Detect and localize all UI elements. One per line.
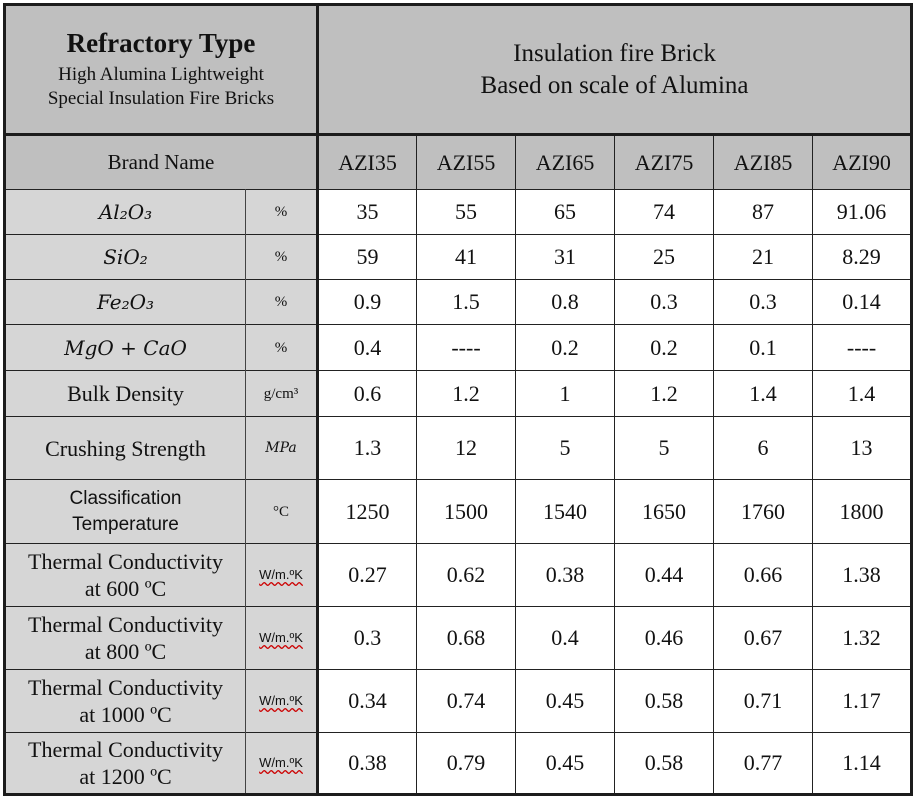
value-cell: 0.46 [615, 607, 714, 670]
value-cell: 0.67 [714, 607, 813, 670]
value-cell: 1.14 [813, 733, 912, 795]
category-line2: Based on scale of Alumina [480, 71, 749, 99]
table-row [5, 417, 912, 480]
row-label-al2o3: Al₂O₃ [5, 190, 246, 235]
brand-name-label: Brand Name [5, 135, 318, 190]
value-cell: 65 [516, 190, 615, 235]
row-label-sio2: SiO₂ [5, 235, 246, 280]
value-cell: 0.14 [813, 280, 912, 325]
row-label-thermal-1200: Thermal Conductivity at 1200 ºC [5, 733, 246, 795]
row-unit: W/m.ºK [246, 670, 318, 733]
value-cell: 0.45 [516, 670, 615, 733]
value-cell: 0.4 [516, 607, 615, 670]
value-cell: 0.62 [417, 544, 516, 607]
category-cell [318, 5, 912, 135]
value-cell: 1540 [516, 480, 615, 544]
value-cell: ---- [813, 325, 912, 371]
value-cell: 21 [714, 235, 813, 280]
value-cell: 31 [516, 235, 615, 280]
value-cell: 59 [318, 235, 417, 280]
value-cell: 5 [615, 417, 714, 480]
refractory-spec-table [3, 3, 913, 796]
brand-row [5, 135, 912, 190]
value-cell: 1500 [417, 480, 516, 544]
title-row [5, 5, 912, 135]
value-cell: 13 [813, 417, 912, 480]
table-row [5, 280, 912, 325]
table-row [5, 480, 912, 544]
value-cell: 12 [417, 417, 516, 480]
value-cell: 1.4 [714, 371, 813, 417]
value-cell: 0.45 [516, 733, 615, 795]
table-row [5, 733, 912, 795]
row-unit: W/m.ºK [246, 607, 318, 670]
row-unit: % [246, 235, 318, 280]
value-cell: 0.1 [714, 325, 813, 371]
value-cell: 0.38 [318, 733, 417, 795]
row-label-crushing-strength: Crushing Strength [5, 417, 246, 480]
table-row [5, 544, 912, 607]
refractory-type-title: Refractory Type [66, 28, 256, 58]
value-cell: 1650 [615, 480, 714, 544]
row-unit: % [246, 325, 318, 371]
category-line1: Insulation fire Brick [513, 39, 716, 67]
brand-code: AZI35 [318, 135, 417, 190]
value-cell: 0.6 [318, 371, 417, 417]
value-cell: 55 [417, 190, 516, 235]
value-cell: 1.2 [615, 371, 714, 417]
value-cell: 1.32 [813, 607, 912, 670]
value-cell: 0.3 [615, 280, 714, 325]
value-cell: 41 [417, 235, 516, 280]
value-cell: 0.74 [417, 670, 516, 733]
value-cell: 1 [516, 371, 615, 417]
value-cell: 1.38 [813, 544, 912, 607]
brand-code: AZI65 [516, 135, 615, 190]
value-cell: ---- [417, 325, 516, 371]
refractory-type-cell [5, 5, 318, 135]
value-cell: 0.9 [318, 280, 417, 325]
value-cell: 1250 [318, 480, 417, 544]
row-unit: W/m.ºK [246, 733, 318, 795]
value-cell: 1.4 [813, 371, 912, 417]
value-cell: 0.77 [714, 733, 813, 795]
table-row [5, 325, 912, 371]
value-cell: 0.2 [516, 325, 615, 371]
table-row [5, 235, 912, 280]
value-cell: 0.34 [318, 670, 417, 733]
brand-code: AZI75 [615, 135, 714, 190]
value-cell: 0.3 [318, 607, 417, 670]
row-label-mgo-cao: MgO + CaO [5, 325, 246, 371]
value-cell: 1760 [714, 480, 813, 544]
value-cell: 6 [714, 417, 813, 480]
row-label-thermal-1000: Thermal Conductivity at 1000 ºC [5, 670, 246, 733]
refractory-subtitle-line1: High Alumina Lightweight [58, 64, 264, 85]
value-cell: 5 [516, 417, 615, 480]
table-row [5, 607, 912, 670]
brand-code: AZI85 [714, 135, 813, 190]
value-cell: 0.8 [516, 280, 615, 325]
brand-code: AZI90 [813, 135, 912, 190]
row-label-thermal-600: Thermal Conductivity at 600 ºC [5, 544, 246, 607]
row-label-classification-temperature: Classification Temperature [5, 480, 246, 544]
value-cell: 91.06 [813, 190, 912, 235]
value-cell: 1.5 [417, 280, 516, 325]
table-row [5, 670, 912, 733]
row-label-fe2o3: Fe₂O₃ [5, 280, 246, 325]
value-cell: 74 [615, 190, 714, 235]
value-cell: 0.66 [714, 544, 813, 607]
row-label-bulk-density: Bulk Density [5, 371, 246, 417]
brand-code: AZI55 [417, 135, 516, 190]
value-cell: 1.17 [813, 670, 912, 733]
row-unit: MPa [246, 417, 318, 480]
value-cell: 0.71 [714, 670, 813, 733]
value-cell: 0.44 [615, 544, 714, 607]
value-cell: 1.3 [318, 417, 417, 480]
row-unit: % [246, 280, 318, 325]
value-cell: 0.27 [318, 544, 417, 607]
value-cell: 0.2 [615, 325, 714, 371]
value-cell: 1.2 [417, 371, 516, 417]
value-cell: 25 [615, 235, 714, 280]
row-label-thermal-800: Thermal Conductivity at 800 ºC [5, 607, 246, 670]
value-cell: 0.79 [417, 733, 516, 795]
row-unit: W/m.ºK [246, 544, 318, 607]
row-unit: g/cm³ [246, 371, 318, 417]
value-cell: 1800 [813, 480, 912, 544]
value-cell: 0.68 [417, 607, 516, 670]
value-cell: 0.38 [516, 544, 615, 607]
table-row [5, 371, 912, 417]
row-unit: % [246, 190, 318, 235]
value-cell: 0.58 [615, 733, 714, 795]
row-unit: °C [246, 480, 318, 544]
table-row [5, 190, 912, 235]
value-cell: 0.3 [714, 280, 813, 325]
refractory-subtitle-line2: Special Insulation Fire Bricks [47, 88, 275, 109]
value-cell: 0.4 [318, 325, 417, 371]
value-cell: 0.58 [615, 670, 714, 733]
value-cell: 35 [318, 190, 417, 235]
value-cell: 8.29 [813, 235, 912, 280]
value-cell: 87 [714, 190, 813, 235]
